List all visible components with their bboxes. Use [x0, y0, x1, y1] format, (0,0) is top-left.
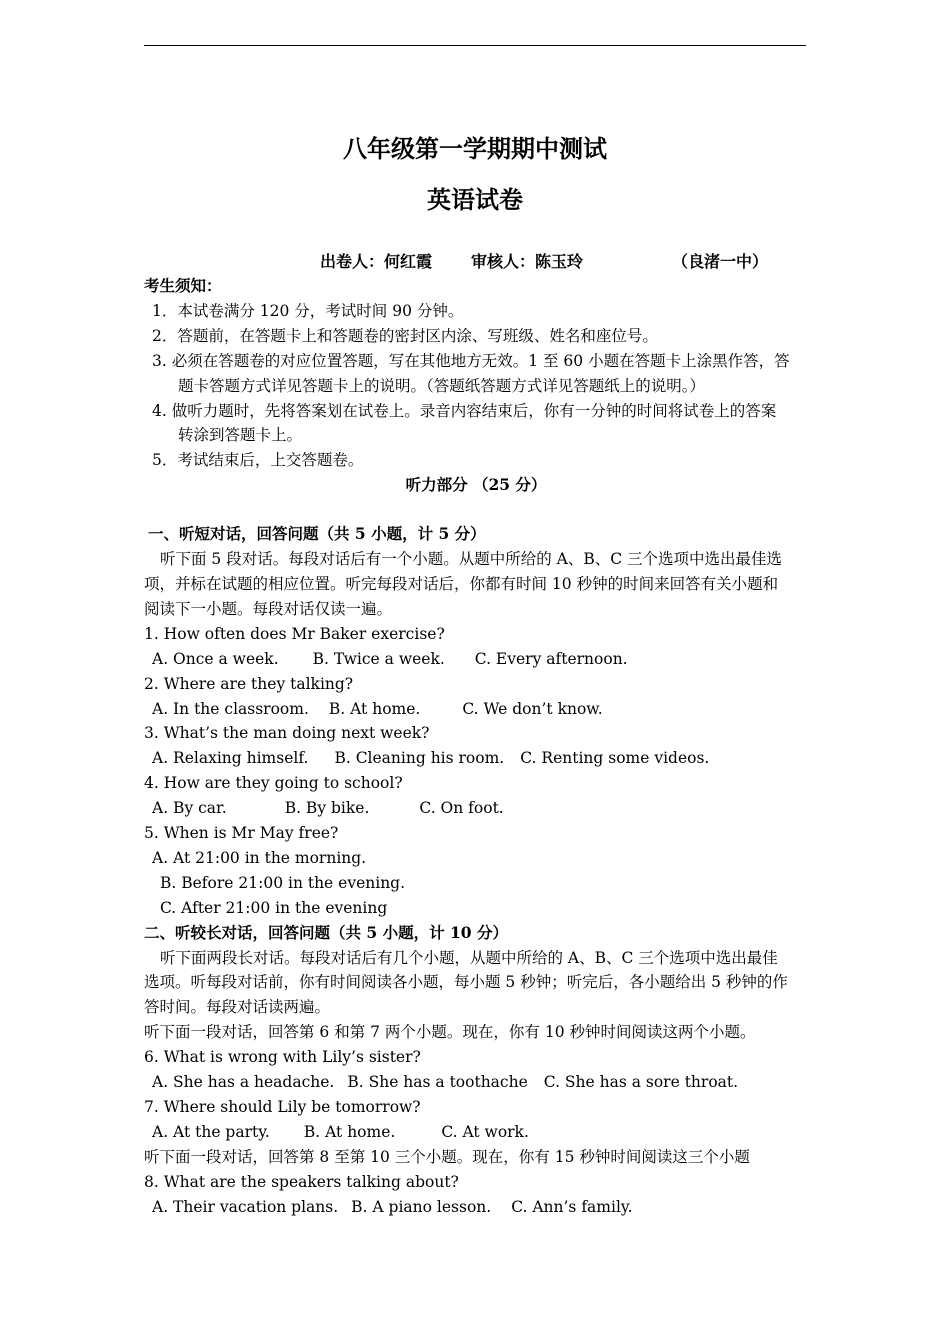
option-a: A. She has a headache. [152, 1073, 335, 1092]
spacer [144, 498, 808, 522]
option-b: B. By bike. [284, 799, 370, 818]
dialog-intro: 听下面一段对话，回答第 6 和第 7 两个小题。现在，你有 10 秒钟时间阅读这两个小题。 [144, 1023, 756, 1042]
option-c: C. We don’t know. [462, 699, 603, 718]
option-b: B. She has a toothache [347, 1073, 528, 1092]
exam-subtitle: 英语试卷 [427, 185, 523, 214]
option-a: A. At the party. [152, 1122, 270, 1141]
notice-item: 3. 必须在答题卷的对应位置答题，写在其他地方无效。1 至 60 小题在答题卡上涂黑作答，答 [152, 351, 790, 370]
option-c: C. At work. [441, 1122, 529, 1141]
question-options [144, 1195, 808, 1220]
section1-instruction: 听下面 5 段对话。每段对话后有一个小题。从题中所给的 A、B、C 三个选项中选出最佳选 [160, 550, 783, 569]
question: 7. Where should Lily be tomorrow? [144, 1098, 421, 1116]
school-label: （良渚一中） [672, 252, 769, 271]
exam-title: 八年级第一学期期中测试 [343, 134, 607, 163]
question-options [144, 697, 808, 722]
question-options [144, 1070, 808, 1095]
option-c: C. Ann’s family. [511, 1197, 633, 1216]
question-options [144, 1120, 808, 1145]
question-options [144, 746, 808, 771]
option-c: C. Every afternoon. [474, 649, 628, 668]
header-rule [144, 45, 806, 46]
option-a: A. By car. [152, 799, 227, 818]
section2-instruction: 选项。听每段对话前，你有时间阅读各小题，每小题 5 秒钟；听完后，各小题给出 5 秒钟的作 [144, 973, 788, 992]
option-b: B. At home. [328, 699, 421, 718]
question: 8. What are the speakers talking about? [144, 1172, 459, 1191]
notice-item: 1．本试卷满分 120 分，考试时间 90 分钟。 [152, 301, 464, 320]
notice-item: 4. 做听力题时，先将答案划在试卷上。录音内容结束后，你有一分钟的时间将试卷上的答案 [152, 401, 777, 420]
section2-instruction: 听下面两段长对话。每段对话后有几个小题，从题中所给的 A、B、C 三个选项中选出最佳 [160, 948, 778, 967]
option-a: A. At 21:00 in the morning. [152, 848, 367, 867]
question-options [144, 796, 808, 821]
credits-line [0, 250, 950, 274]
question: 4. How are they going to school? [144, 774, 403, 793]
section2-heading: 二、听较长对话，回答问题（共 5 小题，计 10 分） [144, 922, 508, 942]
option-b: B. Twice a week. [312, 649, 445, 668]
notice-item-continued: 题卡答题方式详见答题卡上的说明。（答题纸答题方式详见答题纸上的说明。） [178, 376, 706, 395]
question: 2. Where are they talking? [144, 674, 354, 693]
option-c: C. Renting some videos. [520, 749, 710, 768]
option-c: C. On foot. [419, 799, 504, 818]
question: 1. How often does Mr Baker exercise? [144, 624, 445, 643]
notice-item: 5．考试结束后，上交答题卷。 [152, 451, 364, 470]
notice-item-continued: 转涂到答题卡上。 [178, 426, 303, 445]
option-b: B. At home. [303, 1122, 396, 1141]
question: 6. What is wrong with Lily’s sister? [144, 1048, 421, 1067]
section1-heading: 一、听短对话，回答问题（共 5 小题，计 5 分） [148, 524, 486, 544]
question: 3. What’s the man doing next week? [144, 724, 430, 743]
option-c: C. After 21:00 in the evening [160, 898, 388, 917]
option-c: C. She has a sore throat. [543, 1073, 739, 1092]
section2-instruction: 答时间。每段对话读两遍。 [144, 998, 331, 1017]
section1-instruction: 阅读下一小题。每段对话仅读一遍。 [144, 599, 393, 618]
option-b: B. A piano lesson. [351, 1197, 492, 1216]
option-b: B. Cleaning his room. [334, 749, 505, 768]
notice-heading: 考生须知： [144, 276, 222, 295]
reviewer-label: 审核人：陈玉玲 [471, 252, 584, 271]
question-options [144, 647, 808, 672]
notice-item: 2．答题前，在答题卡上和答题卷的密封区内涂、写班级、姓名和座位号。 [152, 326, 658, 345]
option-a: A. In the classroom. [152, 699, 309, 718]
option-a: A. Once a week. [152, 649, 279, 668]
question: 5. When is Mr May free? [144, 824, 339, 843]
section1-instruction: 项，并标在试题的相应位置。听完每段对话后，你都有时间 10 秒钟的时间来回答有关小题和 [144, 574, 779, 593]
option-a: A. Relaxing himself. [152, 749, 309, 768]
author-label: 出卷人：何红霞 [320, 252, 433, 271]
option-a: A. Their vacation plans. [152, 1197, 339, 1216]
option-b: B. Before 21:00 in the evening. [160, 873, 406, 892]
listening-heading: 听力部分 （25 分） [405, 475, 547, 495]
exam-content [144, 274, 808, 1220]
dialog-intro: 听下面一段对话，回答第 8 至第 10 三个小题。现在，你有 15 秒钟时间阅读这三个小题 [144, 1147, 750, 1166]
